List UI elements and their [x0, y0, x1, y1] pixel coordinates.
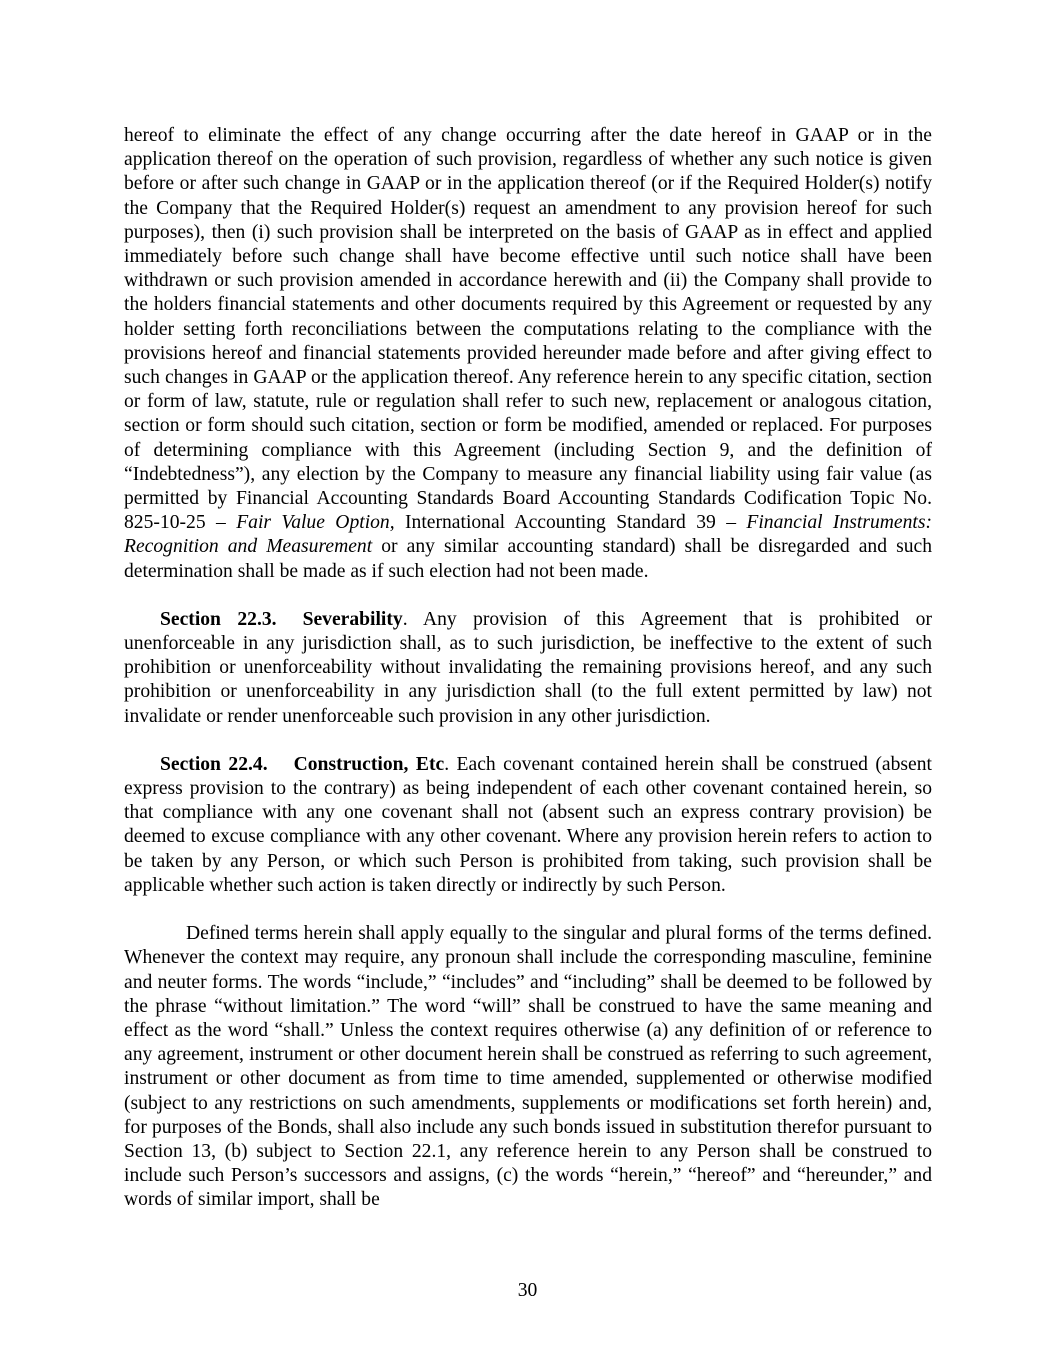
document-page: [124, 124, 932, 1213]
page-number: 30: [517, 1280, 538, 1301]
section-number: Section 22.4.: [160, 753, 268, 775]
section-title-punctuation: .: [402, 608, 408, 630]
section-22-4-paragraph: [124, 753, 932, 898]
paragraph-spacer: [124, 729, 932, 753]
section-title: Construction, Etc: [293, 753, 445, 775]
section-title-punctuation: .: [444, 753, 450, 775]
gaap-continuation-paragraph: [124, 124, 932, 584]
italic-term: Financial Instruments: Recognition and Measurement: [124, 512, 932, 558]
paragraph-text: International Accounting Standard 39 –: [394, 512, 747, 534]
paragraph-spacer: [124, 898, 932, 922]
section-number: Section 22.3.: [160, 608, 277, 630]
defined-terms-paragraph: Defined terms herein shall apply equally to the singular and plural forms of the terms defined. Whenever the context may require, any pronoun shall include the corresponding masculine, feminine and neuter forms. The words “include,” “includes” and “including” shall be deemed to be followed by the phrase “without limitation.” The word “will” shall be construed to have the same meaning and effect as the word “shall.” Unless the context requires otherwise (a) any definition of or reference to any agreement, instrument or other document herein shall be construed as referring to such agreement, instrument or other document as from time to time amended, supplemented or otherwise modified (subject to any restrictions on such amendments, supplements or modifications set forth herein) and, for purposes of the Bonds, shall also include any such bonds issued in substitution therefor pursuant to Section 13, (b) subject to Section 22.1, any reference herein to any Person shall be construed to include such Person’s successors and assigns, (c) the words “herein,” “hereof” and “hereunder,” and words of similar import, shall be: [124, 923, 932, 1211]
section-22-3-paragraph: [124, 608, 932, 729]
section-title: Severability: [302, 608, 403, 630]
paragraph-text: hereof to eliminate the effect of any change occurring after the date hereof in GAAP or in the application thereof on the operation of such provision, regardless of whether any such notice is given before or after such change in GAAP or in the application thereof (or if the Required Holder(s) notify the Company that the Required Holder(s) request an amendment to any provision hereof for such purposes), then (i) such provision shall be interpreted on the basis of GAAP as in effect and applied immediately before such change shall have become effective until such notice shall have been withdrawn or such provision amended in accordance herewith and (ii) the Company shall provide to the holders financial statements and other documents required by this Agreement or requested by any holder setting forth reconciliations between the computations relating to the compliance with the provisions hereof and financial statements provided hereunder made before and after giving effect to such changes in GAAP or the application thereof. Any reference herein to any specific citation, section or form of law, statute, rule or regulation shall refer to such new, replacement or analogous citation, section or form should such citation, section or form be modified, amended or replaced. For purposes of determining compliance with this Agreement (including Section 9, and the definition of “Indebtedness”), any election by the Company to measure any financial liability using fair value (as permitted by Financial Accounting Standards Board Accounting Standards Codification Topic No. 825-10-25 –: [124, 125, 932, 534]
italic-term: Fair Value Option,: [236, 512, 395, 534]
paragraph-text: or any similar accounting standard) shall be disregarded and such determination shall be made as if such election had not been made.: [124, 536, 932, 582]
paragraph-spacer: [124, 584, 932, 608]
section-body: Any provision of this Agreement that is prohibited or unenforceable in any jurisdiction shall, as to such jurisdiction, be ineffective to the extent of such prohibition or unenforceability without invalidating the remaining provisions hereof, and any such prohibition or unenforceability in any jurisdiction shall (to the full extent permitted by law) not invalidate or render unenforceable such provision in any other jurisdiction.: [124, 608, 932, 727]
section-body: Each covenant contained herein shall be construed (absent express provision to the contrary) as being independent of each other covenant contained herein, so that compliance with any one covenant shall not (absent such an express contrary provision) be deemed to excuse compliance with any other covenant. Where any provision herein refers to action to be taken by any Person, or which such Person is prohibited from taking, such provision shall be applicable whether such action is taken directly or indirectly by such Person.: [124, 753, 932, 896]
